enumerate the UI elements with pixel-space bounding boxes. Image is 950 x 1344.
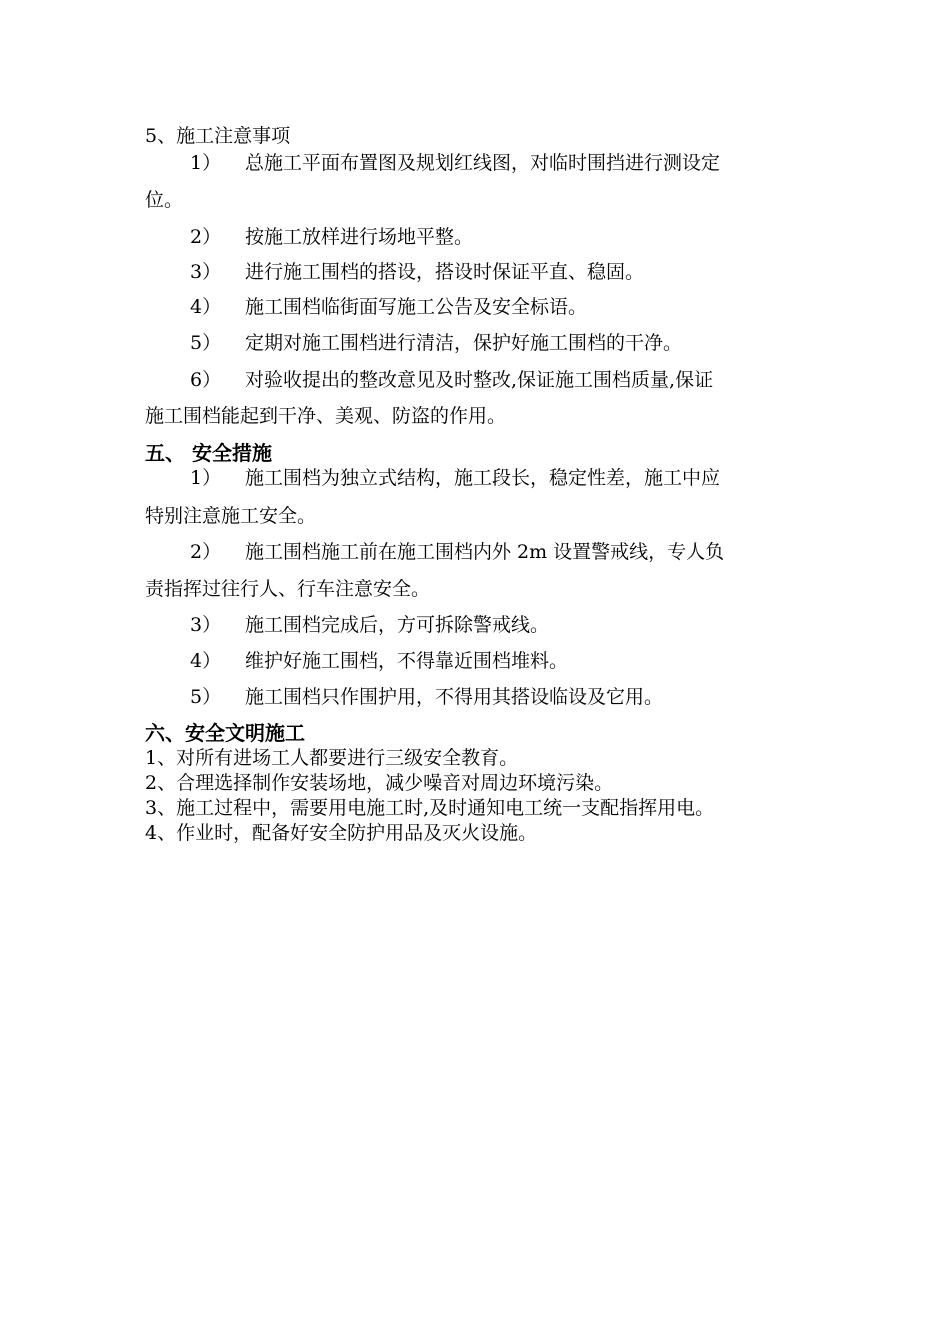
item-text: 对验收提出的整改意见及时整改,保证施工围档质量,保证 xyxy=(245,369,714,391)
section-5-title: 5、施工注意事项 xyxy=(145,125,291,147)
item-number: 2） xyxy=(190,541,222,563)
item-text-continued: 特别注意施工安全。 xyxy=(145,505,317,527)
item-text: 施工围档为独立式结构，施工段长，稳定性差，施工中应 xyxy=(245,467,721,489)
item-text-continued: 施工围档能起到干净、美观、防盗的作用。 xyxy=(145,405,507,427)
item-number: 3） xyxy=(190,261,222,283)
item-number: 6） xyxy=(190,369,222,391)
item-number: 3） xyxy=(190,614,222,636)
section-five-heading: 五、 安全措施 xyxy=(145,441,272,465)
item-number: 1） xyxy=(190,152,222,174)
section-six-heading: 六、安全文明施工 xyxy=(145,721,305,745)
item-text: 施工围档完成后，方可拆除警戒线。 xyxy=(245,614,550,636)
list-item: 1、对所有进场工人都要进行三级安全教育。 xyxy=(145,747,519,769)
item-text-continued: 责指挥过往行人、行车注意安全。 xyxy=(145,578,431,600)
list-item: 3、施工过程中，需要用电施工时,及时通知电工统一支配指挥用电。 xyxy=(145,797,715,819)
item-number: 2） xyxy=(190,226,222,248)
item-text: 维护好施工围档，不得靠近围档堆料。 xyxy=(245,650,569,672)
item-text: 施工围档施工前在施工围档内外 2m 设置警戒线，专人负 xyxy=(245,541,725,563)
item-text: 总施工平面布置图及规划红线图，对临时围挡进行测设定 xyxy=(245,152,721,174)
item-text: 进行施工围档的搭设，搭设时保证平直、稳固。 xyxy=(245,261,645,283)
list-item: 2、合理选择制作安装场地，减少噪音对周边环境污染。 xyxy=(145,772,614,794)
item-number: 1） xyxy=(190,467,222,489)
item-text-continued: 位。 xyxy=(145,189,184,211)
item-text: 施工围档临街面写施工公告及安全标语。 xyxy=(245,296,588,318)
item-text: 按施工放样进行场地平整。 xyxy=(245,226,474,248)
item-text: 定期对施工围档进行清洁，保护好施工围档的干净。 xyxy=(245,332,683,354)
list-item: 4、作业时，配备好安全防护用品及灭火设施。 xyxy=(145,822,538,844)
item-text: 施工围档只作围护用，不得用其搭设临设及它用。 xyxy=(245,686,664,708)
item-number: 4） xyxy=(190,296,222,318)
item-number: 4） xyxy=(190,650,222,672)
item-number: 5） xyxy=(190,686,222,708)
item-number: 5） xyxy=(190,332,222,354)
